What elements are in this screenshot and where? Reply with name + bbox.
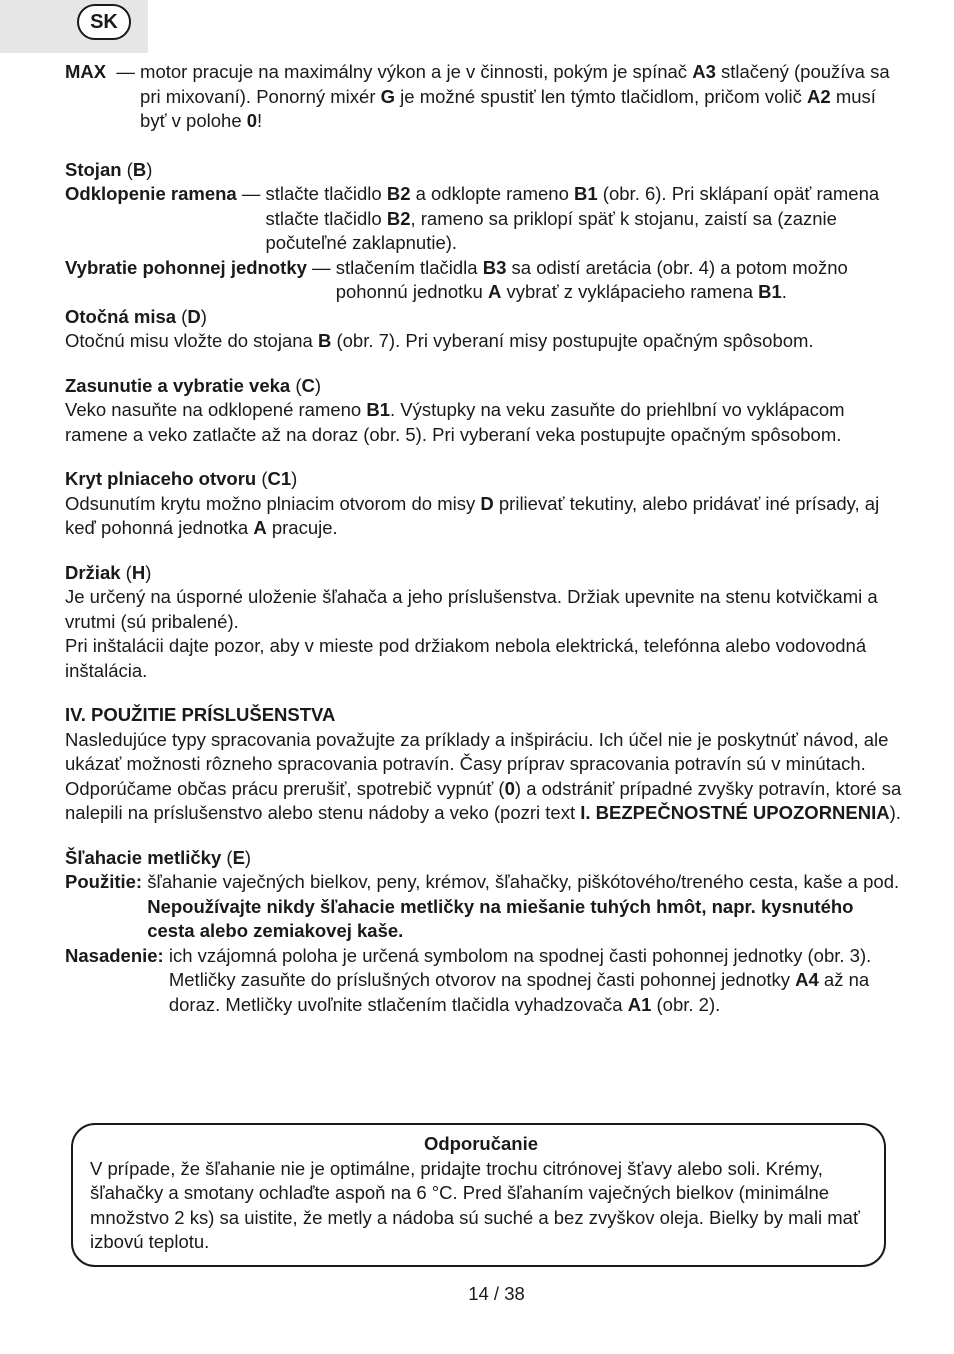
whisks-fit-term: Nasadenie: xyxy=(65,944,164,966)
page-number: 14 / 38 xyxy=(468,1283,525,1304)
whisks-heading: Šľahacie metličky (E) xyxy=(65,846,252,868)
stand-tilt-item: Odklopenie ramena — stlačte tlačidlo B2 a odklopte rameno B1 (obr. 6). Pri sklápaní opäť ramena stlačte tlačidlo B2, rameno sa priklopí späť k stojanu, zaistí sa (zaznie počuteľné zaklapnutie). xyxy=(65,182,905,256)
lid-heading: Zasunutie a vybratie veka (C) xyxy=(65,374,322,396)
whisks-use-item xyxy=(65,870,905,944)
whisks-use-description: šľahanie vaječných bielkov, peny, krémov, šľahačky, piškótového/treného cesta, kaše a pod. Nepoužívajte nikdy šľahacie metličky na miešanie tuhých hmôt, napr. kysnutého cesta alebo zemiakovej kaše. xyxy=(147,871,900,941)
whisks-use-term: Použitie: xyxy=(65,871,143,892)
max-term: MAX xyxy=(65,61,107,82)
tip-text: V prípade, že šľahanie nie je optimálne, pridajte trochu citrónovej šťavy alebo soli. Krémy, šľahačky a smotany ochlaďte aspoň na 6 °C. Pred šľahaním vaječných bielkov (minimálne množstvo 2 ks) sa uistite, že metly a nádoba sú suché a bez zvyškov oleja. Bielky by mali mať izbovú teplotu. xyxy=(90,1157,860,1252)
language-badge: SK xyxy=(77,4,131,40)
stand-tilt-term: Odklopenie ramena xyxy=(65,183,237,204)
cover-text: Odsunutím krytu možno plniacim otvorom do misy D prilievať tekutiny, alebo pridávať iné prísady, aj keď pohonná jednotka A pracuje. xyxy=(65,492,880,538)
max-separator: — xyxy=(106,61,141,82)
bowl-text: Otočnú misu vložte do stojana B (obr. 7). Pri vyberaní misy postupujte opačným spôsobom. xyxy=(65,330,814,351)
max-item xyxy=(65,60,905,134)
page-content xyxy=(65,60,905,1017)
stand-remove-term: Vybratie pohonnej jednotky xyxy=(65,256,307,278)
stand-tilt-description: stlačte tlačidlo B2 a odklopte rameno B1 (obr. 6). Pri sklápaní opäť ramena stlačte tlačidlo B2, rameno sa priklopí späť k stojanu, zaistí sa (zaznie počuteľné zaklapnutie). xyxy=(265,183,880,253)
stand-heading: Stojan (B) xyxy=(65,158,153,180)
tip-title: Odporučanie xyxy=(423,1133,539,1154)
lid-text: Veko nasuňte na odklopené rameno B1. Výstupky na veku zasuňte do priehlbní vo vyklápacom ramene a veko zatlačte až na doraz (obr. 5). Pri vyberaní veka postupujte opačným spôsobom. xyxy=(65,399,845,445)
holder-text-1: Je určený na úsporné uloženie šľahača a jeho príslušenstva. Držiak upevnite na stenu kotvičkami a vrutmi (sú pribalené). xyxy=(65,586,878,632)
bowl-heading: Otočná misa (D) xyxy=(65,305,207,327)
language-tab xyxy=(0,0,148,53)
holder-text-2: Pri inštalácii dajte pozor, aby v mieste pod držiakom nebola elektrická, telefónna alebo vodovodná inštalácia. xyxy=(65,635,867,681)
section-4-text: Nasledujúce typy spracovania považujte za príklady a inšpiráciu. Ich účel nie je poskytnúť návod, ale ukázať možnosti rôzneho spracovania potravín. Časy príprav spracovania potravín sú v minútach. Odporúčame občas prácu prerušiť, spotrebič vypnúť (0) a odstrániť prípadné zvyšky potravín, ktoré sa nalepili na príslušenstvo alebo stenu nádoby a veko (pozri text I. BEZPEČNOSTNÉ UPOZORNENIA). xyxy=(65,728,902,823)
holder-heading: Držiak (H) xyxy=(65,561,152,583)
whisks-fit-description: ich vzájomná poloha je určená symbolom na spodnej časti pohonnej jednotky (obr. 3). Metličky zasuňte do príslušných otvorov na spodnej časti pohonnej jednotky A4 až na doraz. Metličky uvoľnite stlačením tlačidla vyhadzovača A1 (obr. 2). xyxy=(168,944,872,1015)
tip-box xyxy=(71,1123,886,1267)
stand-remove-description: stlačením tlačidla B3 sa odistí aretácia (obr. 4) a potom možno pohonnú jednotku A vybrať z vyklápacieho ramena B1. xyxy=(335,256,848,302)
section-4-title: IV. POUŽITIE PRÍSLUŠENSTVA xyxy=(65,704,336,725)
whisks-fit-item xyxy=(65,944,905,1018)
cover-heading: Kryt plniaceho otvoru (C1) xyxy=(65,468,298,489)
max-description: motor pracuje na maximálny výkon a je v činnosti, pokým je spínač A3 stlačený (používa sa pri mixovaní). Ponorný mixér G je možné spustiť len týmto tlačidlom, pričom volič A2 musí byť v polohe 0! xyxy=(140,61,890,131)
stand-remove-item: Vybratie pohonnej jednotky — stlačením tlačidla B3 sa odistí aretácia (obr. 4) a potom možno pohonnú jednotku A vybrať z vyklápacieho ramena B1. xyxy=(65,256,905,305)
